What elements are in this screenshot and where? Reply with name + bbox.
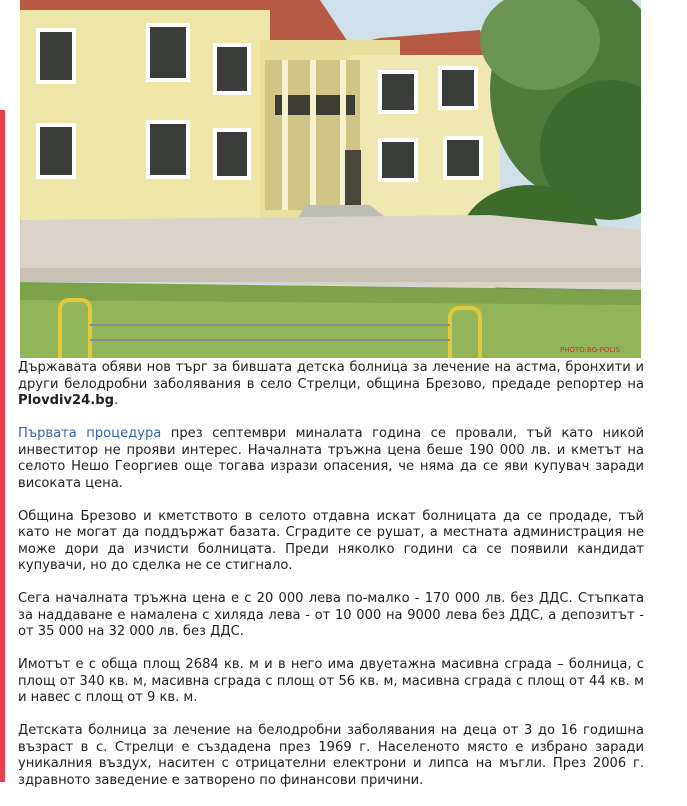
paragraph-5: Имотът е с обща площ 2684 кв. м и в него има двуетажна масивна сграда – болница, с площ от 340 кв. м, масивна сграда с площ от 56 кв. м, масивна сграда с площ от 44 кв. м и навес с площ от 9 кв. м. (18, 657, 644, 705)
photo-watermark: PHOTO:BG-POLIS (560, 346, 620, 354)
hospital-building-image (20, 0, 641, 358)
first-procedure-link[interactable]: Първата процедура (18, 426, 162, 441)
paragraph-6: Детската болница за лечение на белодробни заболявания на деца от 3 до 16 годишна възраст в с. Стрелци е създадена през 1969 г. Населеното място е избрано заради уникалния въздух, наситен с отрицателни електрони и липса на мъгли. През 2006 г. здравното заведение е затворено по финансови причини. (18, 723, 644, 788)
source-name: Plovdiv24.bg (18, 393, 114, 408)
article-body (18, 360, 644, 806)
paragraph-1 (18, 360, 644, 410)
paragraph-1-end: . (113, 393, 119, 408)
paragraph-2 (18, 426, 644, 492)
paragraph-2-text: през септември миналата година се провали, тъй като никой инвеститор не прояви интерес. Началната тръжна цена беше 190 000 лв. и кметът на селото Нешо Георгиев още тогава изрази опасения, че няма да се яви купувач заради високата цена. (18, 426, 645, 491)
article-photo (20, 0, 641, 358)
paragraph-4: Сега началната тръжна цена е с 20 000 лева по-малко - 170 000 лв. без ДДС. Стъпката за наддаване е намалена с хиляда лева - от 10 000 на 9000 лева без ДДС, а депозитът - от 35 000 на 32 000 лв. без ДДС. (18, 591, 644, 639)
paragraph-3: Община Брезово и кметството в селото отдавна искат болницата да се продаде, тъй като не могат да поддържат базата. Сградите се рушат, а местната администрация не може дори да изчисти болницата. Преди няколко години са се появили кандидат купувачи, но до сделка не се стигнало. (18, 508, 644, 573)
left-accent-bar (0, 110, 5, 782)
paragraph-1-text: Държавата обяви нов търг за бившата детска болница за лечение на астма, бронхити и други белодробни заболявания в село Стрелци, община Брезово, предаде репортер на (18, 360, 644, 392)
